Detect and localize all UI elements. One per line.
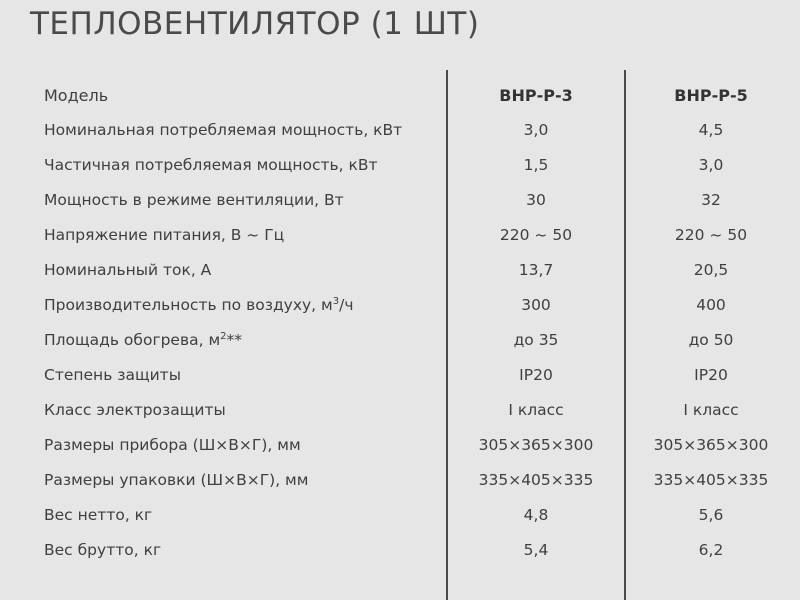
row-label xyxy=(44,323,242,358)
header-model-vnr-p-5: ВНР-Р-5 xyxy=(674,86,748,105)
row-label: Мощность в режиме вентиляции, Вт xyxy=(44,191,344,209)
row-label-suffix: ** xyxy=(226,331,243,349)
row-label: Вес нетто, кг xyxy=(44,506,153,524)
row-label: Номинальная потребляемая мощность, кВт xyxy=(44,121,403,139)
table-row xyxy=(0,148,800,183)
row-value-col1: IP20 xyxy=(519,366,553,384)
table-header-row xyxy=(0,78,800,113)
row-label-suffix: /ч xyxy=(339,296,354,314)
row-label: Класс электрозащиты xyxy=(44,401,226,419)
page-title: ТЕПЛОВЕНТИЛЯТОР (1 ШТ) xyxy=(30,6,480,42)
table-row xyxy=(0,288,800,323)
row-value-col1: 305×365×300 xyxy=(478,436,594,454)
table-row xyxy=(0,533,800,568)
row-value-col1: 220 ~ 50 xyxy=(499,226,573,244)
row-value-col2: 6,2 xyxy=(698,541,724,559)
row-value-col1: 1,5 xyxy=(523,156,549,174)
row-value-col2: IP20 xyxy=(694,366,728,384)
row-value-col2: 5,6 xyxy=(698,506,724,524)
row-value-col2: 335×405×335 xyxy=(653,471,769,489)
row-value-col2: 32 xyxy=(701,191,721,209)
row-label: Напряжение питания, В ~ Гц xyxy=(44,226,285,244)
row-value-col2: 220 ~ 50 xyxy=(674,226,748,244)
row-label-text: Площадь обогрева, м xyxy=(44,331,221,349)
header-label-model: Модель xyxy=(44,86,109,105)
row-value-col2: 20,5 xyxy=(693,261,729,279)
row-value-col1: 335×405×335 xyxy=(478,471,594,489)
row-value-col2: 400 xyxy=(696,296,726,314)
table-row xyxy=(0,323,800,358)
row-value-col1: 5,4 xyxy=(523,541,549,559)
row-label-text: Производительность по воздуху, м xyxy=(44,296,333,314)
row-value-col2: 4,5 xyxy=(698,121,724,139)
row-value-col1: 30 xyxy=(526,191,546,209)
table-row xyxy=(0,428,800,463)
row-value-col2: I класс xyxy=(683,401,739,419)
row-label: Размеры упаковки (Ш×В×Г), мм xyxy=(44,471,309,489)
row-label: Вес брутто, кг xyxy=(44,541,162,559)
table-row xyxy=(0,253,800,288)
row-label: Размеры прибора (Ш×В×Г), мм xyxy=(44,436,301,454)
table-row xyxy=(0,393,800,428)
table-row xyxy=(0,183,800,218)
table-row xyxy=(0,358,800,393)
row-value-col2: до 50 xyxy=(688,331,734,349)
row-value-col1: 300 xyxy=(521,296,551,314)
row-value-col1: 13,7 xyxy=(518,261,554,279)
row-value-col2: 3,0 xyxy=(698,156,724,174)
row-value-col1: 3,0 xyxy=(523,121,549,139)
row-value-col1: I класс xyxy=(508,401,564,419)
row-value-col1: 4,8 xyxy=(523,506,549,524)
table-row xyxy=(0,463,800,498)
header-model-vnr-p-3: ВНР-Р-3 xyxy=(499,86,573,105)
row-label: Степень защиты xyxy=(44,366,181,384)
row-value-col1: до 35 xyxy=(513,331,559,349)
row-label-superscript: 2 xyxy=(220,331,227,342)
table-row xyxy=(0,498,800,533)
row-label: Частичная потребляемая мощность, кВт xyxy=(44,156,378,174)
row-label xyxy=(44,288,354,323)
row-label: Номинальный ток, А xyxy=(44,261,212,279)
table-row xyxy=(0,113,800,148)
row-value-col2: 305×365×300 xyxy=(653,436,769,454)
row-label-superscript: 3 xyxy=(332,296,340,307)
table-row xyxy=(0,218,800,253)
